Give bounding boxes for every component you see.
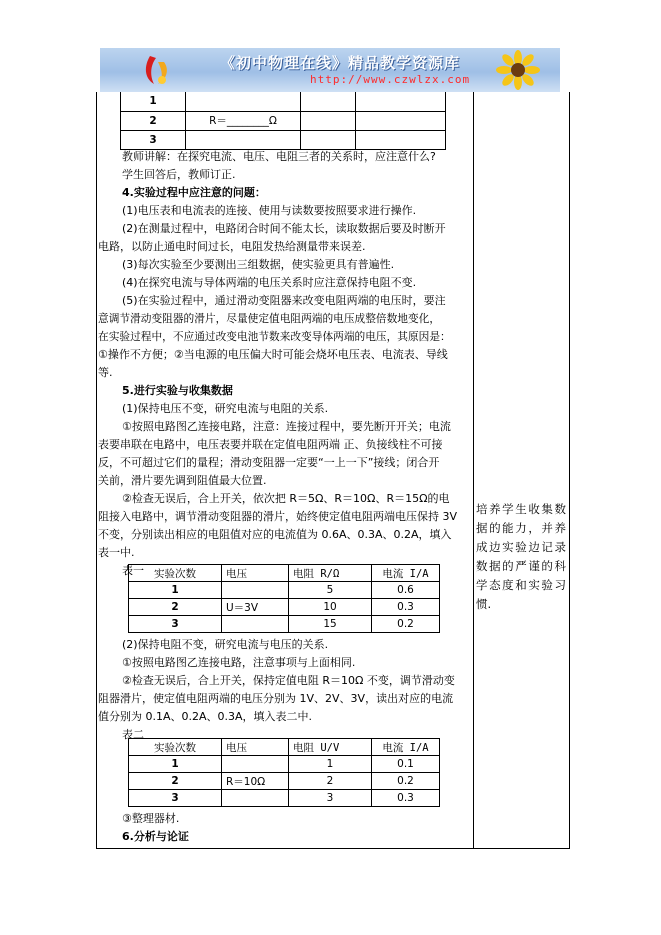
table-header-row bbox=[129, 565, 440, 582]
text-line: 关前，滑片要先调到阻值最大位置. bbox=[98, 474, 267, 487]
banner-title: 《初中物理在线》精品教学资源库 bbox=[220, 54, 461, 72]
table-row bbox=[129, 582, 440, 599]
table-cell: 2 bbox=[129, 599, 222, 616]
table-cell: 0.2 bbox=[372, 773, 440, 790]
text-line: (2)保持电阻不变，研究电流与电压的关系. bbox=[122, 638, 329, 651]
table-header-cell: 电阻 U/V bbox=[289, 739, 372, 756]
table-cell: 3 bbox=[121, 130, 186, 149]
text-line: 意调节滑动变阻器的滑片，尽量使定值电阻两端的电压成整倍数地变化， bbox=[98, 312, 441, 325]
text-line: 等. bbox=[98, 366, 113, 379]
table-header-cell: 电压 bbox=[222, 565, 289, 582]
table-row bbox=[121, 92, 446, 111]
table-row bbox=[121, 111, 446, 130]
table-cell bbox=[356, 130, 446, 149]
section-heading: 4.实验过程中应注意的问题： bbox=[122, 186, 266, 199]
table-header-cell: 实验次数 bbox=[129, 739, 222, 756]
text-line: ①按照电路图乙连接电路，注意事项与上面相同. bbox=[122, 656, 356, 669]
text-line: 阻接入电路中，调节滑动变阻器的滑片，始终使定值电阻两端电压保持 3V bbox=[98, 510, 458, 523]
text-line: (4)在探究电流与导体两端的电压关系时应注意保持电阻不变. bbox=[122, 276, 417, 289]
table-cell bbox=[186, 130, 301, 149]
text-line: 值分别为 0.1A、0.2A、0.3A，填入表二中. bbox=[98, 710, 313, 723]
text-line: ②检查无误后，合上开关，保持定值电阻 R＝10Ω 不变，调节滑动变 bbox=[122, 674, 455, 687]
text-line: (3)每次实验至少要测出三组数据，使实验更具有普遍性. bbox=[122, 258, 395, 271]
text-line: ①操作不方便；②当电源的电压偏大时可能会烧坏电压表、电流表、导线 bbox=[98, 348, 448, 361]
text-line: (5)在实验过程中，通过滑动变阻器来改变电阻两端的电压时，要注 bbox=[122, 294, 446, 307]
table-caption: 表一 bbox=[122, 564, 144, 577]
table-cell bbox=[186, 92, 301, 111]
table-cell: 0.3 bbox=[372, 599, 440, 616]
table-cell: 0.2 bbox=[372, 616, 440, 633]
text-line: 表要串联在电路中，电压表要并联在定值电阻两端 正、负接线柱不可接 bbox=[98, 438, 443, 451]
text-line: 在实验过程中，不应通过改变电池节数来改变导体两端的电压，其原因是： bbox=[98, 330, 451, 343]
table-header-cell: 实验次数 bbox=[129, 565, 222, 582]
table-cell: 1 bbox=[129, 582, 222, 599]
text-line: (2)在测量过程中，电路闭合时间不能太长，读取数据后要及时断开 bbox=[122, 222, 446, 235]
table-header-cell: 电压 bbox=[222, 739, 289, 756]
table-cell bbox=[222, 756, 289, 773]
text-line: 阻器滑片，使定值电阻两端的电压分别为 1V、2V、3V，读出对应的电流 bbox=[98, 692, 454, 705]
section-heading: 6.分析与论证 bbox=[122, 830, 189, 843]
text-line: 不变，分别读出相应的电阻值对应的电流值为 0.6A、0.3A、0.2A，填入 bbox=[98, 528, 452, 541]
table-cell: 5 bbox=[289, 582, 372, 599]
table-cell: 15 bbox=[289, 616, 372, 633]
table-caption: 表二 bbox=[122, 728, 144, 741]
table-cell: R＝10Ω bbox=[222, 773, 289, 790]
text-line: 学生回答后，教师订正. bbox=[122, 168, 236, 181]
table-cell: U＝3V bbox=[222, 599, 289, 616]
table-cell: 0.3 bbox=[372, 790, 440, 807]
side-note: 培养学生收集数据的能力，并养成边实验边记录数据的严谨的科学态度和实验习惯. bbox=[476, 502, 566, 611]
table-cell: 10 bbox=[289, 599, 372, 616]
text-line: 教师讲解：在探究电流、电压、电阻三者的关系时，应注意什么? bbox=[122, 150, 436, 163]
table-cell: R＝________Ω bbox=[186, 111, 301, 130]
table-row bbox=[129, 616, 440, 633]
table-header-cell: 电流 I/A bbox=[372, 565, 440, 582]
text-line: ③整理器材. bbox=[122, 812, 180, 825]
table-cell bbox=[222, 582, 289, 599]
data-table-1 bbox=[128, 564, 440, 633]
table-row bbox=[129, 790, 440, 807]
text-line: (1)电压表和电流表的连接、使用与读数要按照要求进行操作. bbox=[122, 204, 417, 217]
sunflower-icon bbox=[490, 50, 546, 90]
table-cell: 3 bbox=[129, 616, 222, 633]
table-row bbox=[129, 756, 440, 773]
table-cell: 3 bbox=[129, 790, 222, 807]
header-banner bbox=[100, 48, 560, 92]
text-line: 电路，以防止通电时间过长，电阻发热给测量带来误差. bbox=[98, 240, 366, 253]
logo-icon bbox=[140, 52, 176, 88]
table-cell: 1 bbox=[121, 92, 186, 111]
table-cell: 2 bbox=[121, 111, 186, 130]
table-cell: 1 bbox=[129, 756, 222, 773]
table-cell: 3 bbox=[289, 790, 372, 807]
table-cell: 0.1 bbox=[372, 756, 440, 773]
data-table-2 bbox=[128, 738, 440, 807]
section-heading: 5.进行实验与收集数据 bbox=[122, 384, 233, 397]
table-header-cell: 电流 I/A bbox=[372, 739, 440, 756]
table-row bbox=[129, 773, 440, 790]
table-cell bbox=[222, 616, 289, 633]
table-cell bbox=[222, 790, 289, 807]
banner-url[interactable]: http://www.czwlzx.com bbox=[310, 73, 471, 86]
text-line: (1)保持电压不变，研究电流与电阻的关系. bbox=[122, 402, 329, 415]
table-cell bbox=[301, 92, 356, 111]
table-row bbox=[129, 599, 440, 616]
table-cell bbox=[301, 130, 356, 149]
table-cell: 0.6 bbox=[372, 582, 440, 599]
data-table-0 bbox=[120, 92, 446, 150]
text-line: ②检查无误后，合上开关，依次把 R＝5Ω、R＝10Ω、R＝15Ω的电 bbox=[122, 492, 450, 505]
table-cell bbox=[356, 111, 446, 130]
table-cell bbox=[356, 92, 446, 111]
text-line: 表一中. bbox=[98, 546, 135, 559]
text-line: ①按照电路图乙连接电路，注意：连接过程中，要先断开开关；电流 bbox=[122, 420, 451, 433]
table-header-row bbox=[129, 739, 440, 756]
table-row bbox=[121, 130, 446, 149]
table-cell: 1 bbox=[289, 756, 372, 773]
table-cell bbox=[301, 111, 356, 130]
table-header-cell: 电阻 R/Ω bbox=[289, 565, 372, 582]
table-cell: 2 bbox=[289, 773, 372, 790]
table-cell: 2 bbox=[129, 773, 222, 790]
text-line: 反，不可超过它们的量程；滑动变阻器一定要“一上一下”接线；闭合开 bbox=[98, 456, 440, 469]
